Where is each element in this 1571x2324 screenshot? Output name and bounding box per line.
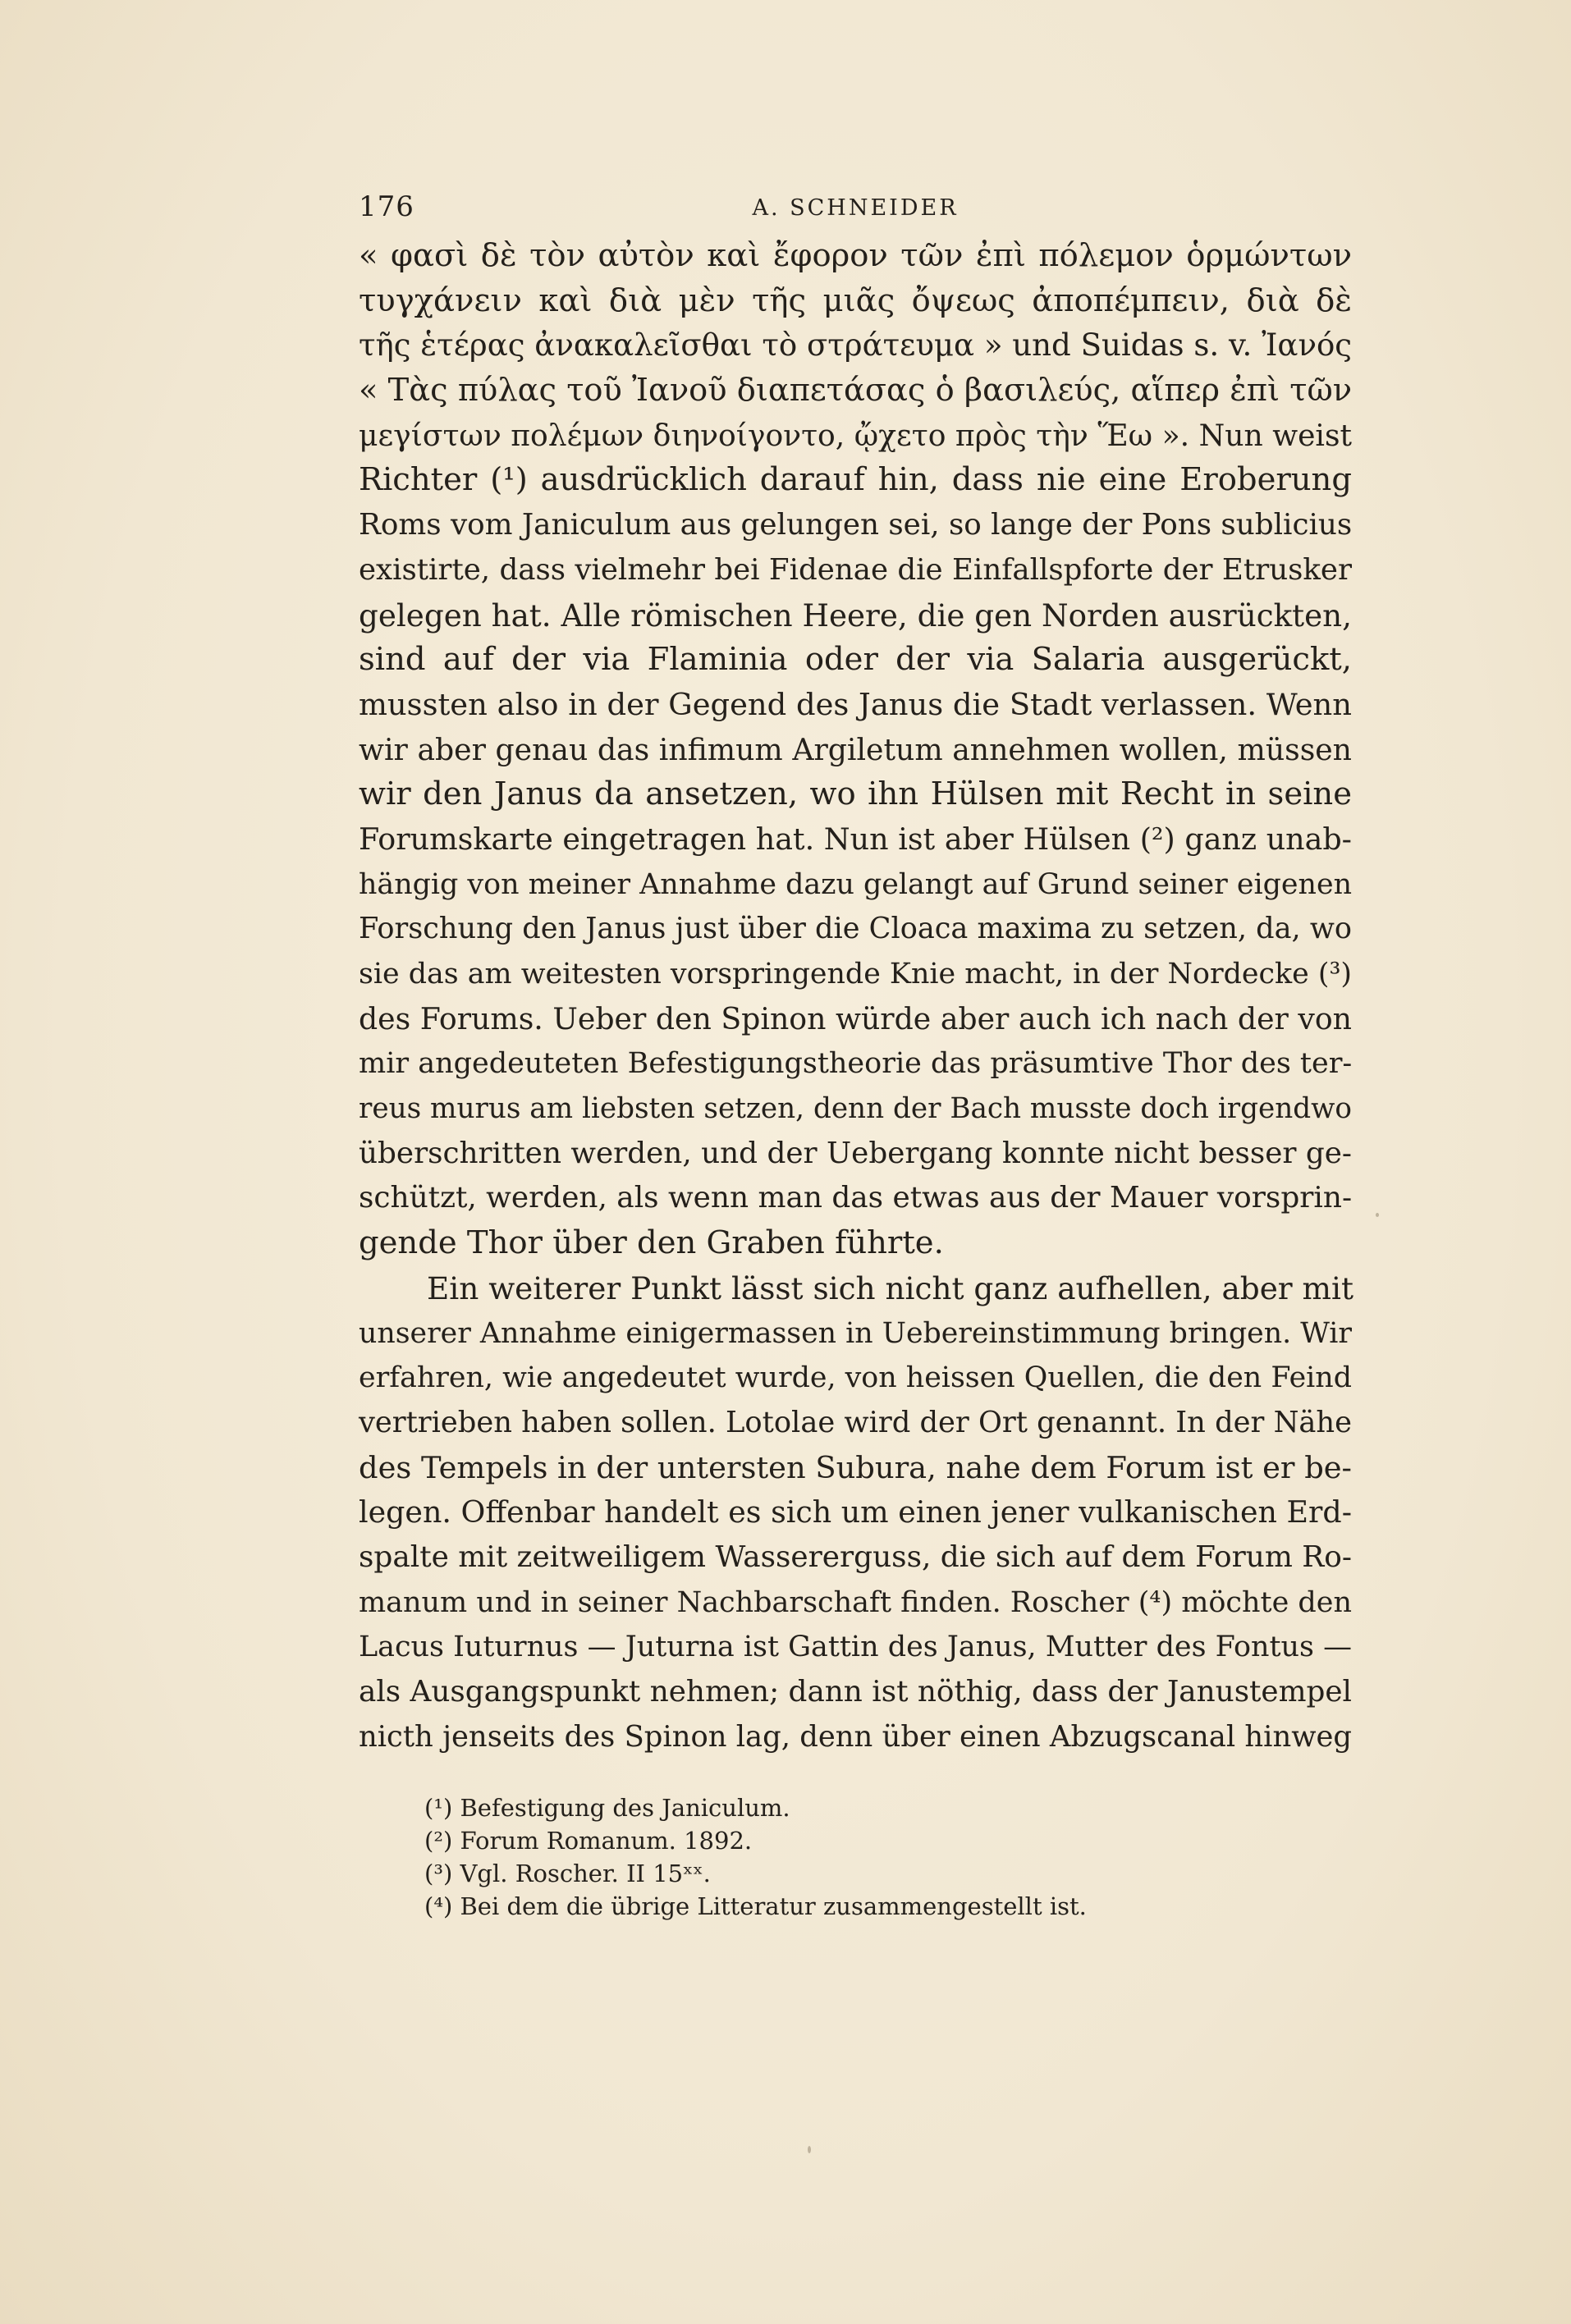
text-line: legen. Offenbar handelt es sich um einen jener vulkanischen Erd- xyxy=(359,1494,1352,1530)
text-line: « φασὶ δὲ τὸν αὐτὸν καὶ ἔφορον τῶν ἐπὶ πόλεμον ὁρμώντων xyxy=(359,237,1352,274)
text-line: gelegen hat. Alle römischen Heere, die gen Norden ausrückten, xyxy=(359,597,1352,634)
text-line: spalte mit zeitweiligem Wassererguss, die sich auf dem Forum Ro- xyxy=(359,1539,1352,1574)
footnote-text: Bei dem die übrige Litteratur zusammengestellt ist. xyxy=(460,1892,1087,1920)
text-line: schützt, werden, als wenn man das etwas aus der Mauer vorsprin- xyxy=(359,1181,1353,1215)
footnote xyxy=(424,1857,1352,1890)
text-line: des Tempels in der untersten Subura, nahe dem Forum ist er be- xyxy=(359,1449,1352,1485)
text-line: τῆς ἑτέρας ἀνακαλεῖσθαι τὸ στράτευμα » und Suidas s. v. Ἰανός xyxy=(359,327,1353,364)
text-line: wir aber genau das infimum Argiletum annehmen wollen, müssen xyxy=(359,731,1352,767)
text-line: sind auf der via Flaminia oder der via Salaria ausgerückt, xyxy=(359,641,1352,679)
text-line: mir angedeuteten Befestigungstheorie das präsumtive Thor des ter- xyxy=(359,1047,1353,1081)
paper-speck xyxy=(1376,1213,1379,1217)
running-head: A. SCHNEIDER xyxy=(752,195,959,221)
body-text xyxy=(359,234,1352,1759)
footnote-text: Vgl. Roscher. II 15ˣˣ. xyxy=(460,1860,711,1887)
text-line: reus murus am liebsten setzen, denn der Bach musste doch irgendwo xyxy=(359,1092,1352,1126)
footnote-text: Befestigung des Janiculum. xyxy=(460,1794,790,1822)
text-line: existirte, dass vielmehr bei Fidenae die Einfallspforte der Etrusker xyxy=(359,552,1352,587)
text-line: erfahren, wie angedeutet wurde, von heissen Quellen, die den Feind xyxy=(359,1361,1352,1395)
paper-speck xyxy=(808,2146,811,2153)
text-line: « Τὰς πύλας τοῦ Ἰανοῦ διαπετάσας ὁ βασιλεύς, αἵπερ ἐπὶ τῶν xyxy=(359,372,1352,409)
text-line: gende Thor über den Graben führte. xyxy=(359,1224,944,1262)
text-line: wir den Janus da ansetzen, wo ihn Hülsen mit Recht in seine xyxy=(359,775,1352,813)
footnote-marker: (³) xyxy=(424,1860,453,1887)
text-line: Ein weiterer Punkt lässt sich nicht ganz aufhellen, aber mit xyxy=(427,1270,1353,1306)
footnote-marker: (²) xyxy=(424,1827,453,1855)
text-line: Forumskarte eingetragen hat. Nun ist aber Hülsen (²) ganz unab- xyxy=(359,821,1352,857)
text-line: des Forums. Ueber den Spinon würde aber auch ich nach der von xyxy=(359,1000,1352,1036)
footnote xyxy=(424,1890,1352,1923)
text-line: mussten also in der Gegend des Janus die Stadt verlassen. Wenn xyxy=(359,686,1352,722)
footnote-marker: (¹) xyxy=(424,1794,453,1822)
text-line: vertrieben haben sollen. Lotolae wird der Ort genannt. In der Nähe xyxy=(359,1405,1352,1439)
text-line: Forschung den Janus just über die Cloaca maxima zu setzen, da, wo xyxy=(359,912,1352,946)
footnote-marker: (⁴) xyxy=(424,1892,453,1920)
text-line: überschritten werden, und der Uebergang konnte nicht besser ge- xyxy=(359,1136,1352,1170)
text-line: manum und in seiner Nachbarschaft finden. Roscher (⁴) möchte den xyxy=(359,1585,1352,1619)
text-line: Richter (¹) ausdrücklich darauf hin, dass nie eine Eroberung xyxy=(359,461,1352,499)
text-line: als Ausgangspunkt nehmen; dann ist nöthig, dass der Janustempel xyxy=(359,1675,1352,1709)
page-header xyxy=(359,190,1352,231)
text-line: sie das am weitesten vorspringende Knie macht, in der Nordecke (³) xyxy=(359,958,1352,990)
footnote xyxy=(424,1791,1352,1824)
text-line: τυγχάνειν καὶ διὰ μὲν τῆς μιᾶς ὄψεως ἀποπέμπειν, διὰ δὲ xyxy=(359,281,1352,319)
text-line: unserer Annahme einigermassen in Uebereinstimmung bringen. Wir xyxy=(359,1316,1352,1350)
text-line: hängig von meiner Annahme dazu gelangt auf Grund seiner eigenen xyxy=(359,867,1352,901)
footnotes xyxy=(424,1791,1352,1923)
text-line: μεγίστων πολέμων διηνοίγοντο, ᾤχετο πρὸς τὴν Ἕω ». Nun weist xyxy=(359,418,1352,453)
text-line: Roms vom Janiculum aus gelungen sei, so lange der Pons sublicius xyxy=(359,508,1353,542)
footnote xyxy=(424,1824,1352,1857)
text-line: nicth jenseits des Spinon lag, denn über einen Abzugscanal hinweg xyxy=(359,1719,1352,1754)
page-number: 176 xyxy=(359,190,415,223)
footnote-text: Forum Romanum. 1892. xyxy=(460,1827,753,1855)
text-line: Lacus Iuturnus — Juturna ist Gattin des Janus, Mutter des Fontus — xyxy=(359,1631,1352,1664)
